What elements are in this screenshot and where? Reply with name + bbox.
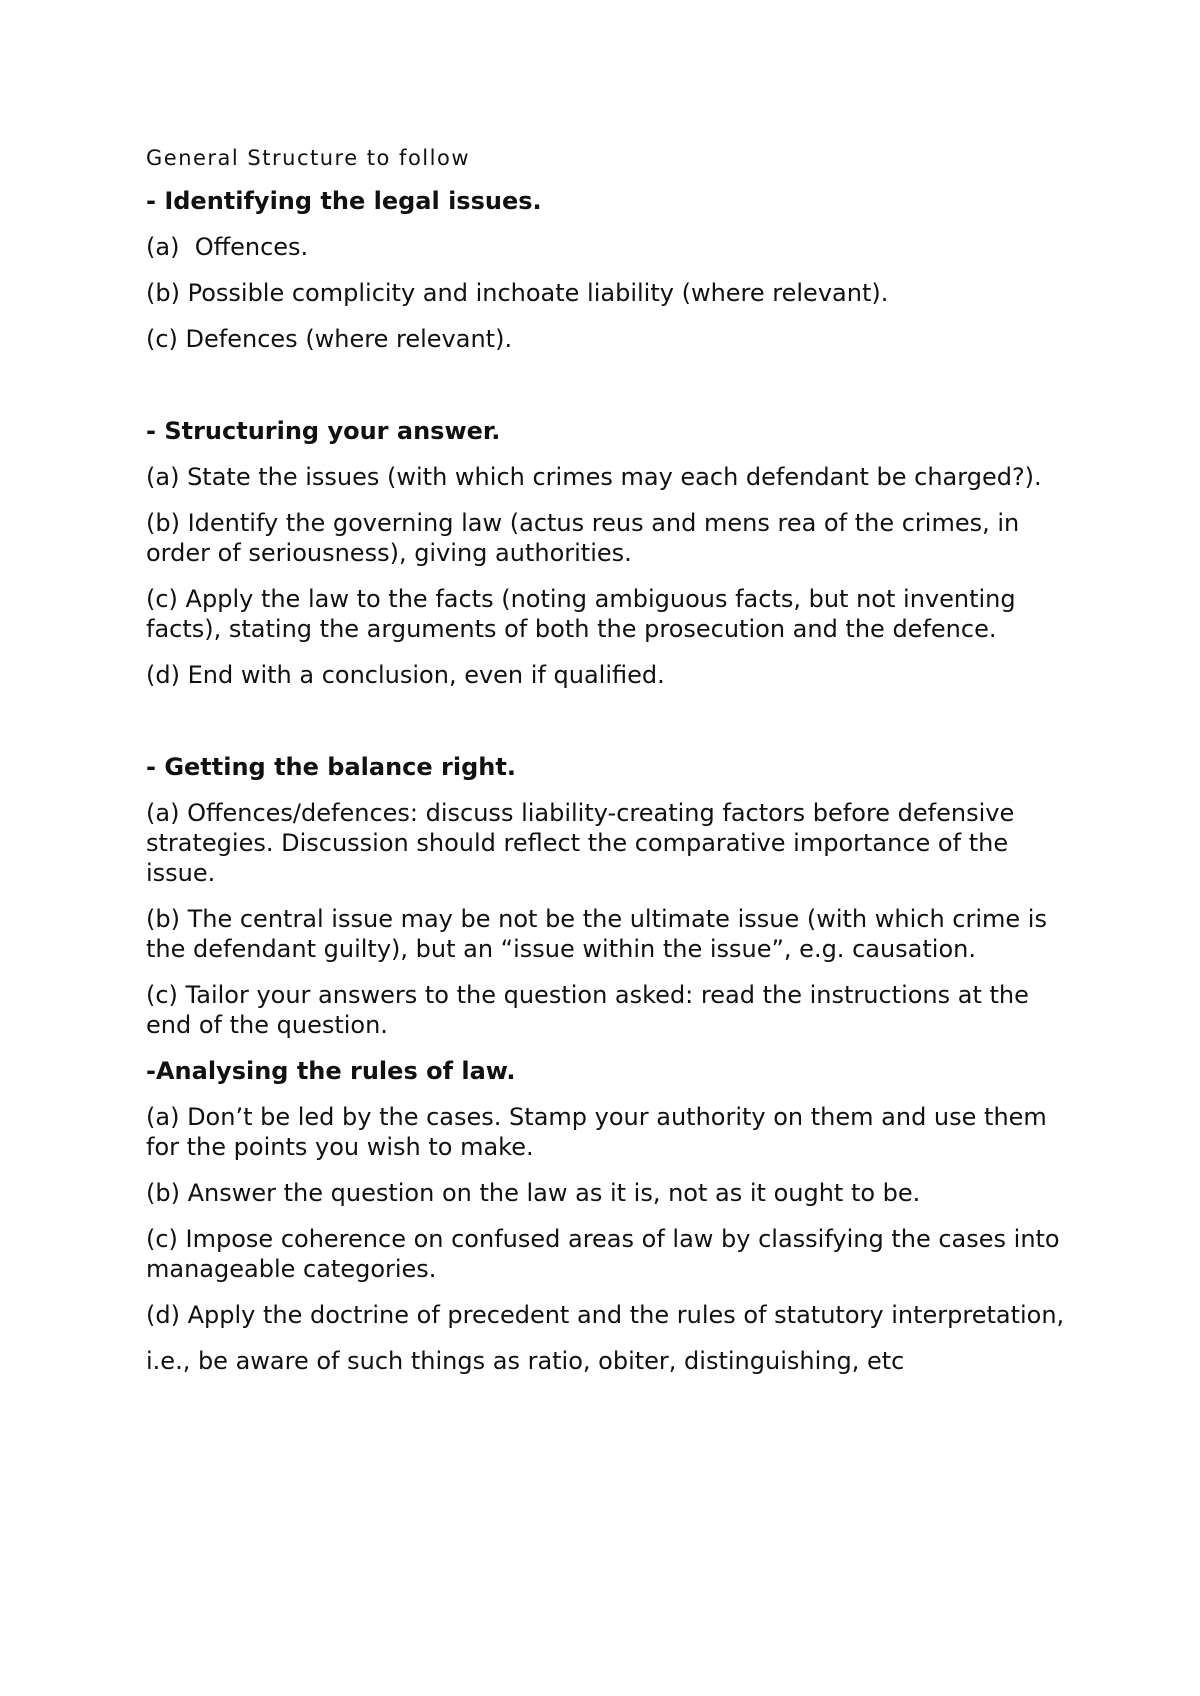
- section-heading-structuring-answer: - Structuring your answer.: [146, 417, 501, 445]
- section-1-item-c: (c) Defences (where relevant).: [146, 325, 513, 353]
- section-4-item-d: (d) Apply the doctrine of precedent and the rules of statutory interpretation,: [146, 1301, 1065, 1329]
- section-spacer: [146, 706, 1066, 752]
- section-2-item-a: (a) State the issues (with which crimes may each defendant be charged?).: [146, 463, 1042, 491]
- section-4-item-a: (a) Don’t be led by the cases. Stamp your authority on them and use them for the points you wish to make.: [146, 1103, 1055, 1161]
- section-1-item-a: (a) Offences.: [146, 233, 309, 261]
- section-3-item-a: (a) Offences/defences: discuss liability-creating factors before defensive strategies. Discussion should reflect the comparative importance of the issue.: [146, 799, 1022, 887]
- section-3-item-b: (b) The central issue may be not be the ultimate issue (with which crime is the defendant guilty), but an “issue within the issue”, e.g. causation.: [146, 905, 1055, 963]
- section-2-item-c: (c) Apply the law to the facts (noting ambiguous facts, but not inventing facts), stating the arguments of both the prosecution and the defence.: [146, 585, 1024, 643]
- section-heading-analysing-rules: -Analysing the rules of law.: [146, 1057, 516, 1085]
- section-2-item-d: (d) End with a conclusion, even if qualified.: [146, 661, 665, 689]
- section-2-item-b: (b) Identify the governing law (actus reus and mens rea of the crimes, in order of seriousness), giving authorities.: [146, 509, 1027, 567]
- section-heading-identifying-issues: - Identifying the legal issues.: [146, 187, 542, 215]
- section-4-item-c: (c) Impose coherence on confused areas of law by classifying the cases into manageable categories.: [146, 1225, 1068, 1283]
- section-spacer: [146, 370, 1066, 416]
- section-heading-balance: - Getting the balance right.: [146, 753, 516, 781]
- section-3-item-c: (c) Tailor your answers to the question asked: read the instructions at the end of the question.: [146, 981, 1037, 1039]
- document-intro: General Structure to follow: [146, 146, 470, 170]
- section-1-item-b: (b) Possible complicity and inchoate liability (where relevant).: [146, 279, 889, 307]
- section-4-item-b: (b) Answer the question on the law as it is, not as it ought to be.: [146, 1179, 921, 1207]
- section-4-item-ie: i.e., be aware of such things as ratio, obiter, distinguishing, etc: [146, 1347, 905, 1375]
- document-page: [146, 143, 1066, 1392]
